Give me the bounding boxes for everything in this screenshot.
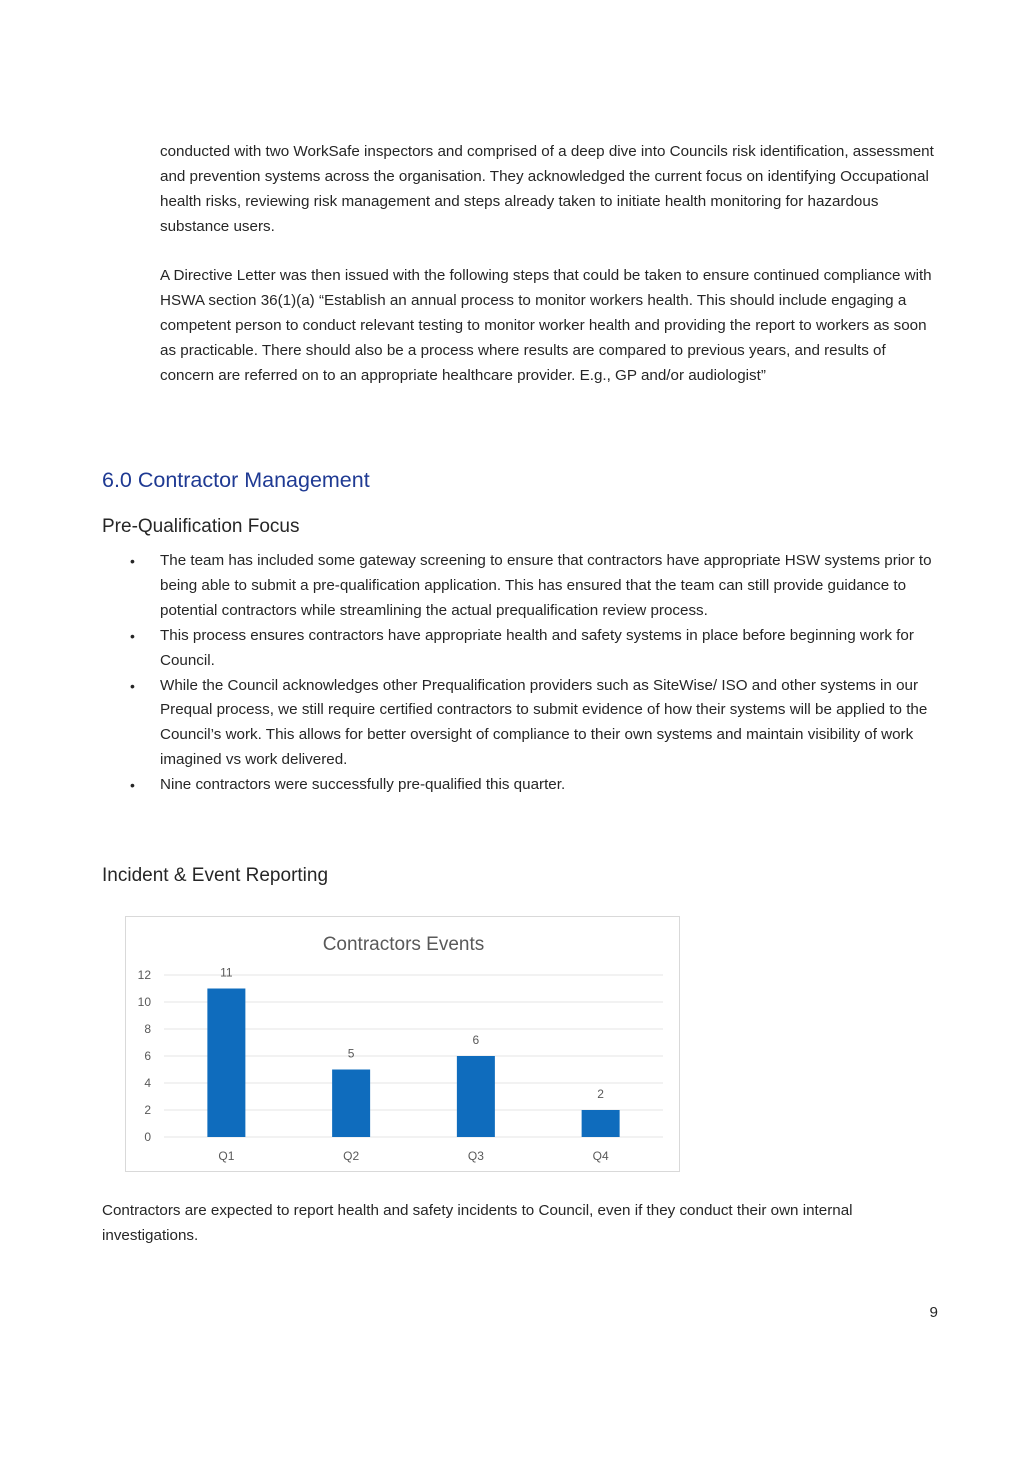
y-tick-label: 4 [144, 1076, 151, 1090]
bullet-item [130, 674, 945, 774]
bullet-text: While the Council acknowledges other Prequalification providers such as SiteWise/ ISO and other systems in our Prequal process, we still require certified contractors to submit evidence of how their systems will be applied to the Council’s work. This allows for better oversight of compliance to their own systems and maintain visibility of work imagined vs work delivered. [160, 676, 928, 769]
bullet-text: Nine contractors were successfully pre-qualified this quarter. [160, 776, 566, 794]
bar [207, 989, 245, 1138]
chart-canvas [126, 917, 681, 1173]
data-label: 6 [472, 1033, 480, 1047]
closing-paragraph: Contractors are expected to report health and safety incidents to Council, even if they conduct their own internal investigations. [102, 1202, 853, 1244]
bar [582, 1110, 620, 1137]
bullet-glyph: • [130, 627, 135, 644]
bullet-glyph: • [130, 777, 135, 794]
data-label: 2 [597, 1087, 604, 1101]
bullet-item [130, 773, 945, 798]
page-number: 9 [929, 1304, 938, 1321]
data-label: 5 [347, 1046, 355, 1061]
bullet-glyph: • [130, 553, 135, 569]
bullet-glyph: • [130, 677, 135, 694]
directive-letter-paragraph: A Directive Letter was then issued with the following steps that could be taken to ensure continued compliance with HSWA section 36(1)(a) “Establish an annual process to monitor workers health. This should include engaging a competent person to conduct relevant testing to monitor worker health and providing the report to workers as soon as practicable. There should also be a process where results are compared to previous years, and results of concern are referred on to an appropriate healthcare provider. E.g., GP and/or audiologist” [160, 267, 932, 384]
bullet-text: This process ensures contractors have appropriate health and safety systems in place before beginning work for Council. [160, 626, 914, 669]
bar [332, 1070, 370, 1138]
y-tick-label: 0 [144, 1130, 151, 1144]
section-title: 6.0 Contractor Management [102, 468, 370, 492]
y-tick-label: 6 [144, 1049, 151, 1063]
prequal-bullet-list [130, 549, 945, 798]
x-tick-label: Q3 [467, 1149, 484, 1163]
bar [457, 1056, 495, 1137]
bullet-item [130, 624, 945, 674]
y-tick-label: 8 [144, 1022, 151, 1036]
y-tick-label: 2 [144, 1103, 151, 1117]
data-label: 11 [220, 965, 233, 980]
prequal-heading: Pre-Qualification Focus [102, 516, 300, 537]
contractors-events-chart [125, 916, 680, 1172]
incident-heading: Incident & Event Reporting [102, 865, 329, 886]
y-tick-label: 12 [137, 968, 151, 982]
x-tick-label: Q4 [592, 1149, 609, 1163]
intro-paragraph: conducted with two WorkSafe inspectors and comprised of a deep dive into Councils risk identification, assessment and prevention systems across the organisation. They acknowledged the current focus on identifying Occupational health risks, reviewing risk management and steps already taken to initiate health monitoring for hazardous substance users. [160, 143, 934, 235]
chart-title: Contractors Events [322, 934, 485, 955]
y-tick-label: 10 [137, 995, 151, 1009]
bullet-text: The team has included some gateway screening to ensure that contractors have appropriate HSW systems prior to being able to submit a pre-qualification application. This has ensured that the team can still provide guidance to potential contractors while streamlining the actual prequalification review process. [160, 552, 932, 619]
bullet-item [130, 549, 945, 624]
x-tick-label: Q2 [343, 1149, 360, 1163]
x-tick-label: Q1 [218, 1149, 235, 1163]
